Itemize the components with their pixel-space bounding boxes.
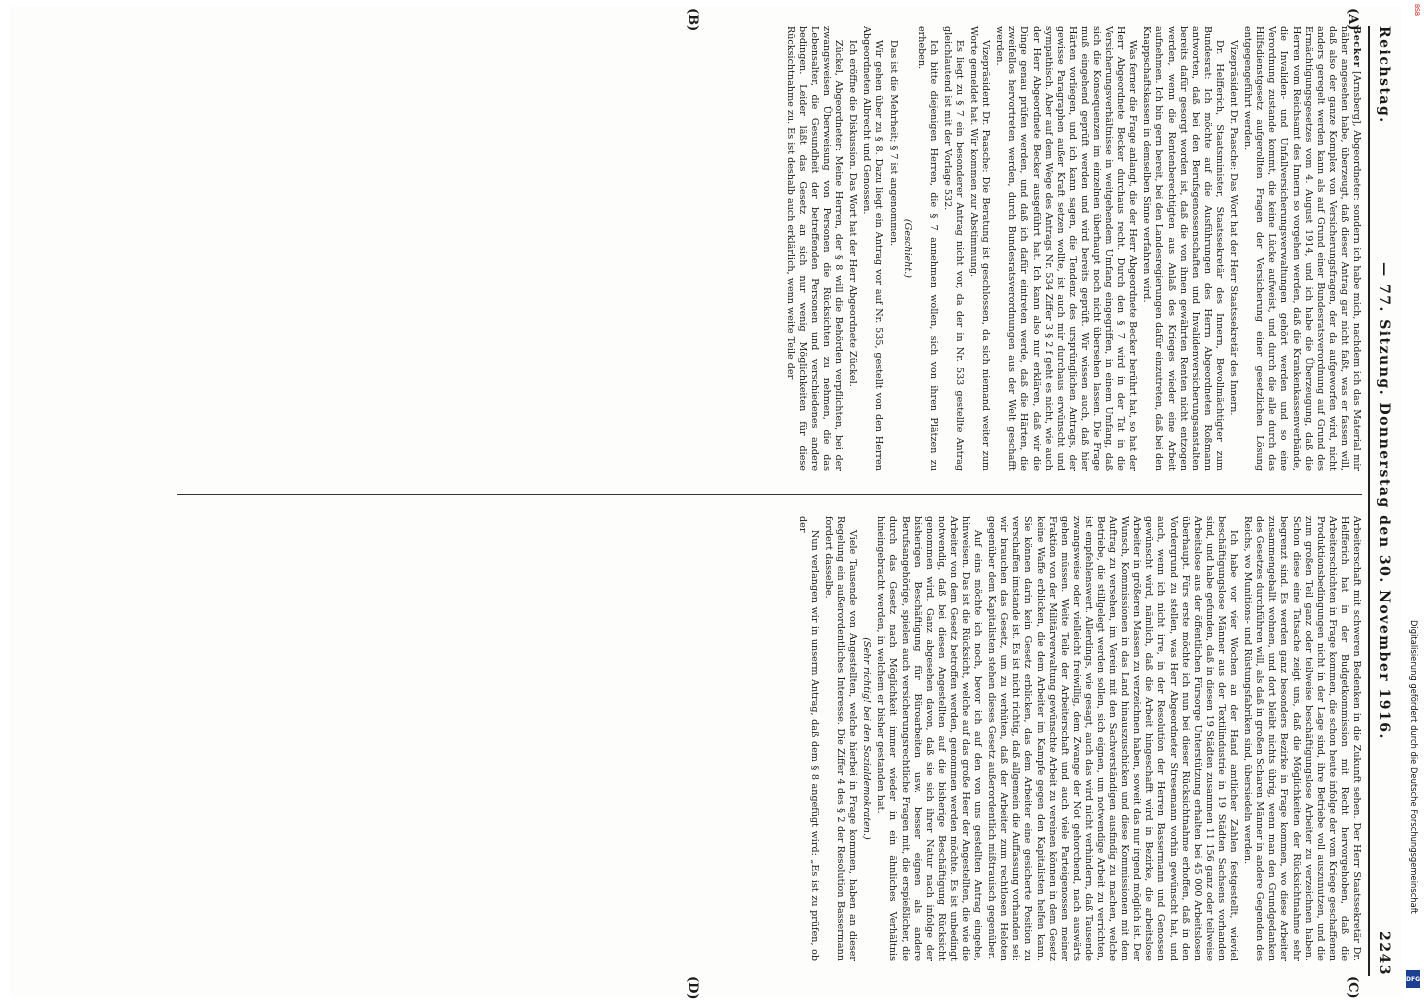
paragraph-text: [Arnsberg], Abgeordneter: sondern ich habe mich, nachdem ich das Material mir näher angesehen habe, überzeugt, daß dieser Antrag gar nicht faßt, was er fassen will, daß also der ganze Komplex von Versicherungsfragen, der da aufgeworfen wird, nicht anders geregelt werden kann als auf Grund einer Bundesratsverordnung auf Grund des Ermächtigungsgesetzes vom 4. August 1914, und ich habe die Überzeugung, daß die Herren vom Reichsamt des Innern so vorgehen werden, daß die Krankenkassenverbände, die Invaliden- und Unfallversicherungsverwaltungen gehört werden und so eine Verordnung zustande kommt, die keine Lücke aufweist, und durch die alle durch das Hilfsdienstgesetz aufgerollten Fragen der Versicherung einer gesetzlichen Lösung entgegengeführt werden. bbox=[1242, 26, 1362, 471]
paragraph: Was ferner die Frage anlangt, die der Herr Abgeordnete Becker berührt hat, so hat der Herr Abgeordnete Becker durchaus recht. Durch den § 7 wird in der Tat in die Versicherungsverhältnisse in weitgehendem Umfang eingegriffen, in einem Umfang, daß sich die Konsequenzen im einzelnen überhaupt noch nicht übersehen lassen. Die Frage muß eingehend geprüft werden und wird bereits geprüft. Wir wissen auch, daß hier Härten vorliegen, und ich kann sagen, die Tendenz des ursprünglichen Antrags, der gewisse Paragraphen außer Kraft setzen wollte, ist auch mir durchaus erwünscht und sympathisch. Aber auf dem Wege des Antrags Nr. 534 Ziffer 3 § 2 f geht es nicht, wie auch der Herr Abgeordnete Becker ausgeführt hat. Ich kann also nur erklären, daß wir die Dinge genau prüfen werden, und daß ich dafür eintreten werde, daß die Härten, die zweifellos hervortreten werden, durch Bundesratsverordnungen aus der Welt geschafft werden. bbox=[994, 26, 1139, 471]
left-text-column bbox=[182, 26, 1362, 471]
digitization-credit bbox=[1403, 620, 1423, 992]
column-divider bbox=[177, 494, 1362, 495]
header-publication: Reichstag. bbox=[1376, 26, 1392, 124]
speaker-name: Becker bbox=[1351, 26, 1362, 68]
paragraph: Dr. Helfferich, Staatsminister, Staatssekretär des Innern, Bevollmächtigter zum Bundesrat: Ich möchte auf die Ausführungen des Herrn Abgeordneten Roßmann antworten, daß bei den Berufsgenossenschaften und Invalidenversicherungsanstalten bereits dafür gesorgt worden ist, daß die von ihnen gewährten Renten nicht entzogen werden, wenn die Rentenberechtigten aus Anlaß des Krieges wieder eine Arbeit aufnehmen. Ich bin gern bereit, bei den Landesregierungen dafür einzutreten, daß bei den Knappschaftskassen in demselben Sinne verfahren wird. bbox=[1141, 26, 1225, 471]
paragraph: Viele Tausende von Angestellten, welche hierbei in Frage kommen, haben an dieser Regelung ein außerordentliches Interesse. Die Ziffer 4 des § 2 der Resolution Bassermann fordert dasselbe. bbox=[822, 516, 859, 961]
header-page-number: 2243 bbox=[1376, 931, 1392, 976]
paragraph: Ich habe vor vier Wochen an der Hand amtlicher Zahlen festgestellt, wieviel beschäftigungslose Männer aus der Textilindustrie in 19 Städten Sachsens vorhanden sind, und habe gefunden, daß in diesen 19 Städten zusammen 11 156 ganz oder teilweise Arbeitslose aus der öffentlichen Fürsorge Unterstützung erhalten bei 45 000 Arbeitslosen überhaupt. Fürs erste möchte ich nun bei dieser Rücksichtnahme erhoffen, daß in den Vordergrund zu stellen, was Herr Abgeordneter Stresemann vorhin gewünscht hat, und auch, wenn ich nicht irre, in der Resolution der Herren Bassermann und Genossen gewünscht wird, nämlich, daß die Arbeit hingeschafft wird in Bezirke, die arbeitslose Arbeiter in größeren Massen zu verzeichnen haben, soweit das nur irgend möglich ist. Der Wunsch, Kommissionen in das Land hinauszuschicken und diese Kommissionen mit dem Auftrag zu versehen, im Verein mit den Sachverständigen ausfindig zu machen, welche Betriebe, die stillgelegt werden sollen, sich eignen, um notwendige Arbeit zu verrichten, ist empfehlenswert. Allerdings, wie gesagt, auch das wird nicht verhindern, daß Tausende zwangsweise oder vielleicht freiwillig, dem Zwange der Not gehorchend, nach auswärts gehen müssen. Weite Teile der Arbeiterschaft und auch viele Parteigenossen meiner Fraktion von der Militärverwaltung gewünschte Arbeit zu vereinen können in dem Gesetz keine Waffe erblicken, die dem Arbeiter im Kampfe gegen den Kapitalisten helfen kann. Sie können darin kein Gesetz erblicken, das dem Arbeiter eine gesicherte Position zu verschaffen imstande ist. Es ist nicht richtig, daß allgemein die Auffassung vorhanden sei: wir brauchen das Gesetz, um zu verhüten, daß der Arbeiter zum rechtlosen Heloten gegenüber dem Kapitalisten stehen dieses Gesetz außerordentlich mißtrauisch gegenüber. bbox=[986, 516, 1240, 961]
margin-marker-d: (D) bbox=[685, 976, 700, 1000]
paragraph: Vizepräsident Dr. Paasche: Die Beratung ist geschlossen, da sich niemand weiter zum Worte gemeldet hat. Wir kommen zur Abstimmung. bbox=[968, 26, 992, 471]
header-session-date: — 77. Sitzung. Donnerstag den 30. November 1916. bbox=[1376, 262, 1392, 740]
margin-marker-a: (A) bbox=[1345, 8, 1360, 31]
paragraph: Wir gehen über zu § 8. Dazu liegt ein Antrag vor auf Nr. 535, gestellt von den Herren Abgeordneten Albrecht und Genossen. bbox=[861, 26, 885, 471]
paragraph: Es liegt zu § 7 ein besonderer Antrag nicht vor, da der in Nr. 533 gestellte Antrag gleichlautend ist mit der Vorlage 532. bbox=[941, 26, 965, 471]
credit-text: Digitalisierung gefördert durch die Deutsche Forschungsgemeinschaft bbox=[1409, 620, 1419, 914]
right-text-column bbox=[182, 516, 1362, 961]
paragraph: Ich bitte diejenigen Herren, die § 7 annehmen wollen, sich von ihren Plätzen zu erheben. bbox=[915, 26, 939, 471]
page-header bbox=[1368, 26, 1392, 976]
newspaper-page bbox=[10, 6, 1402, 1000]
margin-marker-b: (B) bbox=[685, 8, 700, 32]
paragraph: Auf eins möchte ich noch, bevor ich auf den von uns gestellten Antrag eingehe, hinweisen. Das ist die Rücksicht, welche auf das große Heer der Angestellten, die wie die Arbeiter von dem Gesetz betroffen werden, genommen werden möchte. Es ist unbedingt notwendig, daß bei diesen Angestellten auf die bisherige Beschäftigung Rücksicht genommen wird. Ganz abgesehen davon, daß sie sich ihrer Natur nach infolge der bisherigen Beschäftigung für Büroarbeiten usw. besser eignen als andere Berufsangehörige, spielen auch versicherungsrechtliche Fragen mit, die erspießlicher, die durch das Gesetz nach Möglichkeit immer wieder in ein ähnliches Verhältnis hineingebracht werden, in welchem er bisher gestanden hat. bbox=[875, 516, 984, 961]
paragraph bbox=[1241, 26, 1362, 471]
library-mark-icon: BSB bbox=[1413, 4, 1420, 16]
paragraph: Arbeiterschaft mit schweren Bedenken in die Zukunft sehen. Der Herr Staatssekretär Dr. Helfferich hat in der Budgetkommission mit Recht hervorgehoben, daß die Arbeiterschichten in Frage kommen, die schon heute infolge der vom Kriege geschaffenen Produktionsbedingungen nicht in der Lage sind, ihre Betriebe voll auszunutzen, und die zum großen Teil ganz oder teilweise beschäftigungslose Arbeiter zu verzeichnen haben. Schon diese eine Tatsache zeigt uns, daß die Möglichkeiten der Rücksichtnahme sehr begrenzt sind. Es werden ganz besonders Bezirke in Frage kommen, wo diese Arbeiter zusammengeballt wohnen, und dort bleibt nichts übrig, wenn man den Grundgedanken des Gesetzes durchführen will, als daß in großen Scharen Männer in andere Gegenden des Reichs, wo Munitions- und Rüstungsfabriken sind, übersiedeln werden. bbox=[1242, 516, 1362, 961]
dfg-logo-icon: DFG bbox=[1406, 970, 1420, 988]
paragraph: Vizepräsident Dr. Paasche: Das Wort hat der Herr Staatssekretär des Innern. bbox=[1228, 40, 1240, 416]
stage-direction: (Geschieht.) bbox=[901, 218, 913, 279]
margin-marker-c: (C) bbox=[1345, 976, 1360, 999]
stage-direction: (Sehr richtig! bei den Sozialdemokraten.) bbox=[861, 637, 873, 840]
paragraph: Zückel, Abgeordneter: Meine Herren, der § 8 will die Behörden verpflichten, bei der zwangsweisen Überweisung von Personen die Rücksichten zu nehmen, die das Lebensalter, die Gesundheit der betreffenden Personen und verschiedenes andere bedingen. Leider läßt das Gesetz an sich nur wenig Möglichkeiten für diese Rücksichtnahme zu. Es ist deshalb auch erklärlich, wenn weite Teile der bbox=[784, 26, 845, 471]
paragraph: Das ist die Mehrheit; § 7 ist angenommen. bbox=[887, 40, 899, 247]
paragraph: Nun verlangen wir in unserm Antrag, daß dem § 8 angefügt wird: „Es ist zu prüfen, ob der bbox=[796, 516, 820, 961]
paragraph: Ich eröffne die Diskussion. Das Wort hat der Herr Abgeordnete Zückel. bbox=[847, 40, 859, 387]
